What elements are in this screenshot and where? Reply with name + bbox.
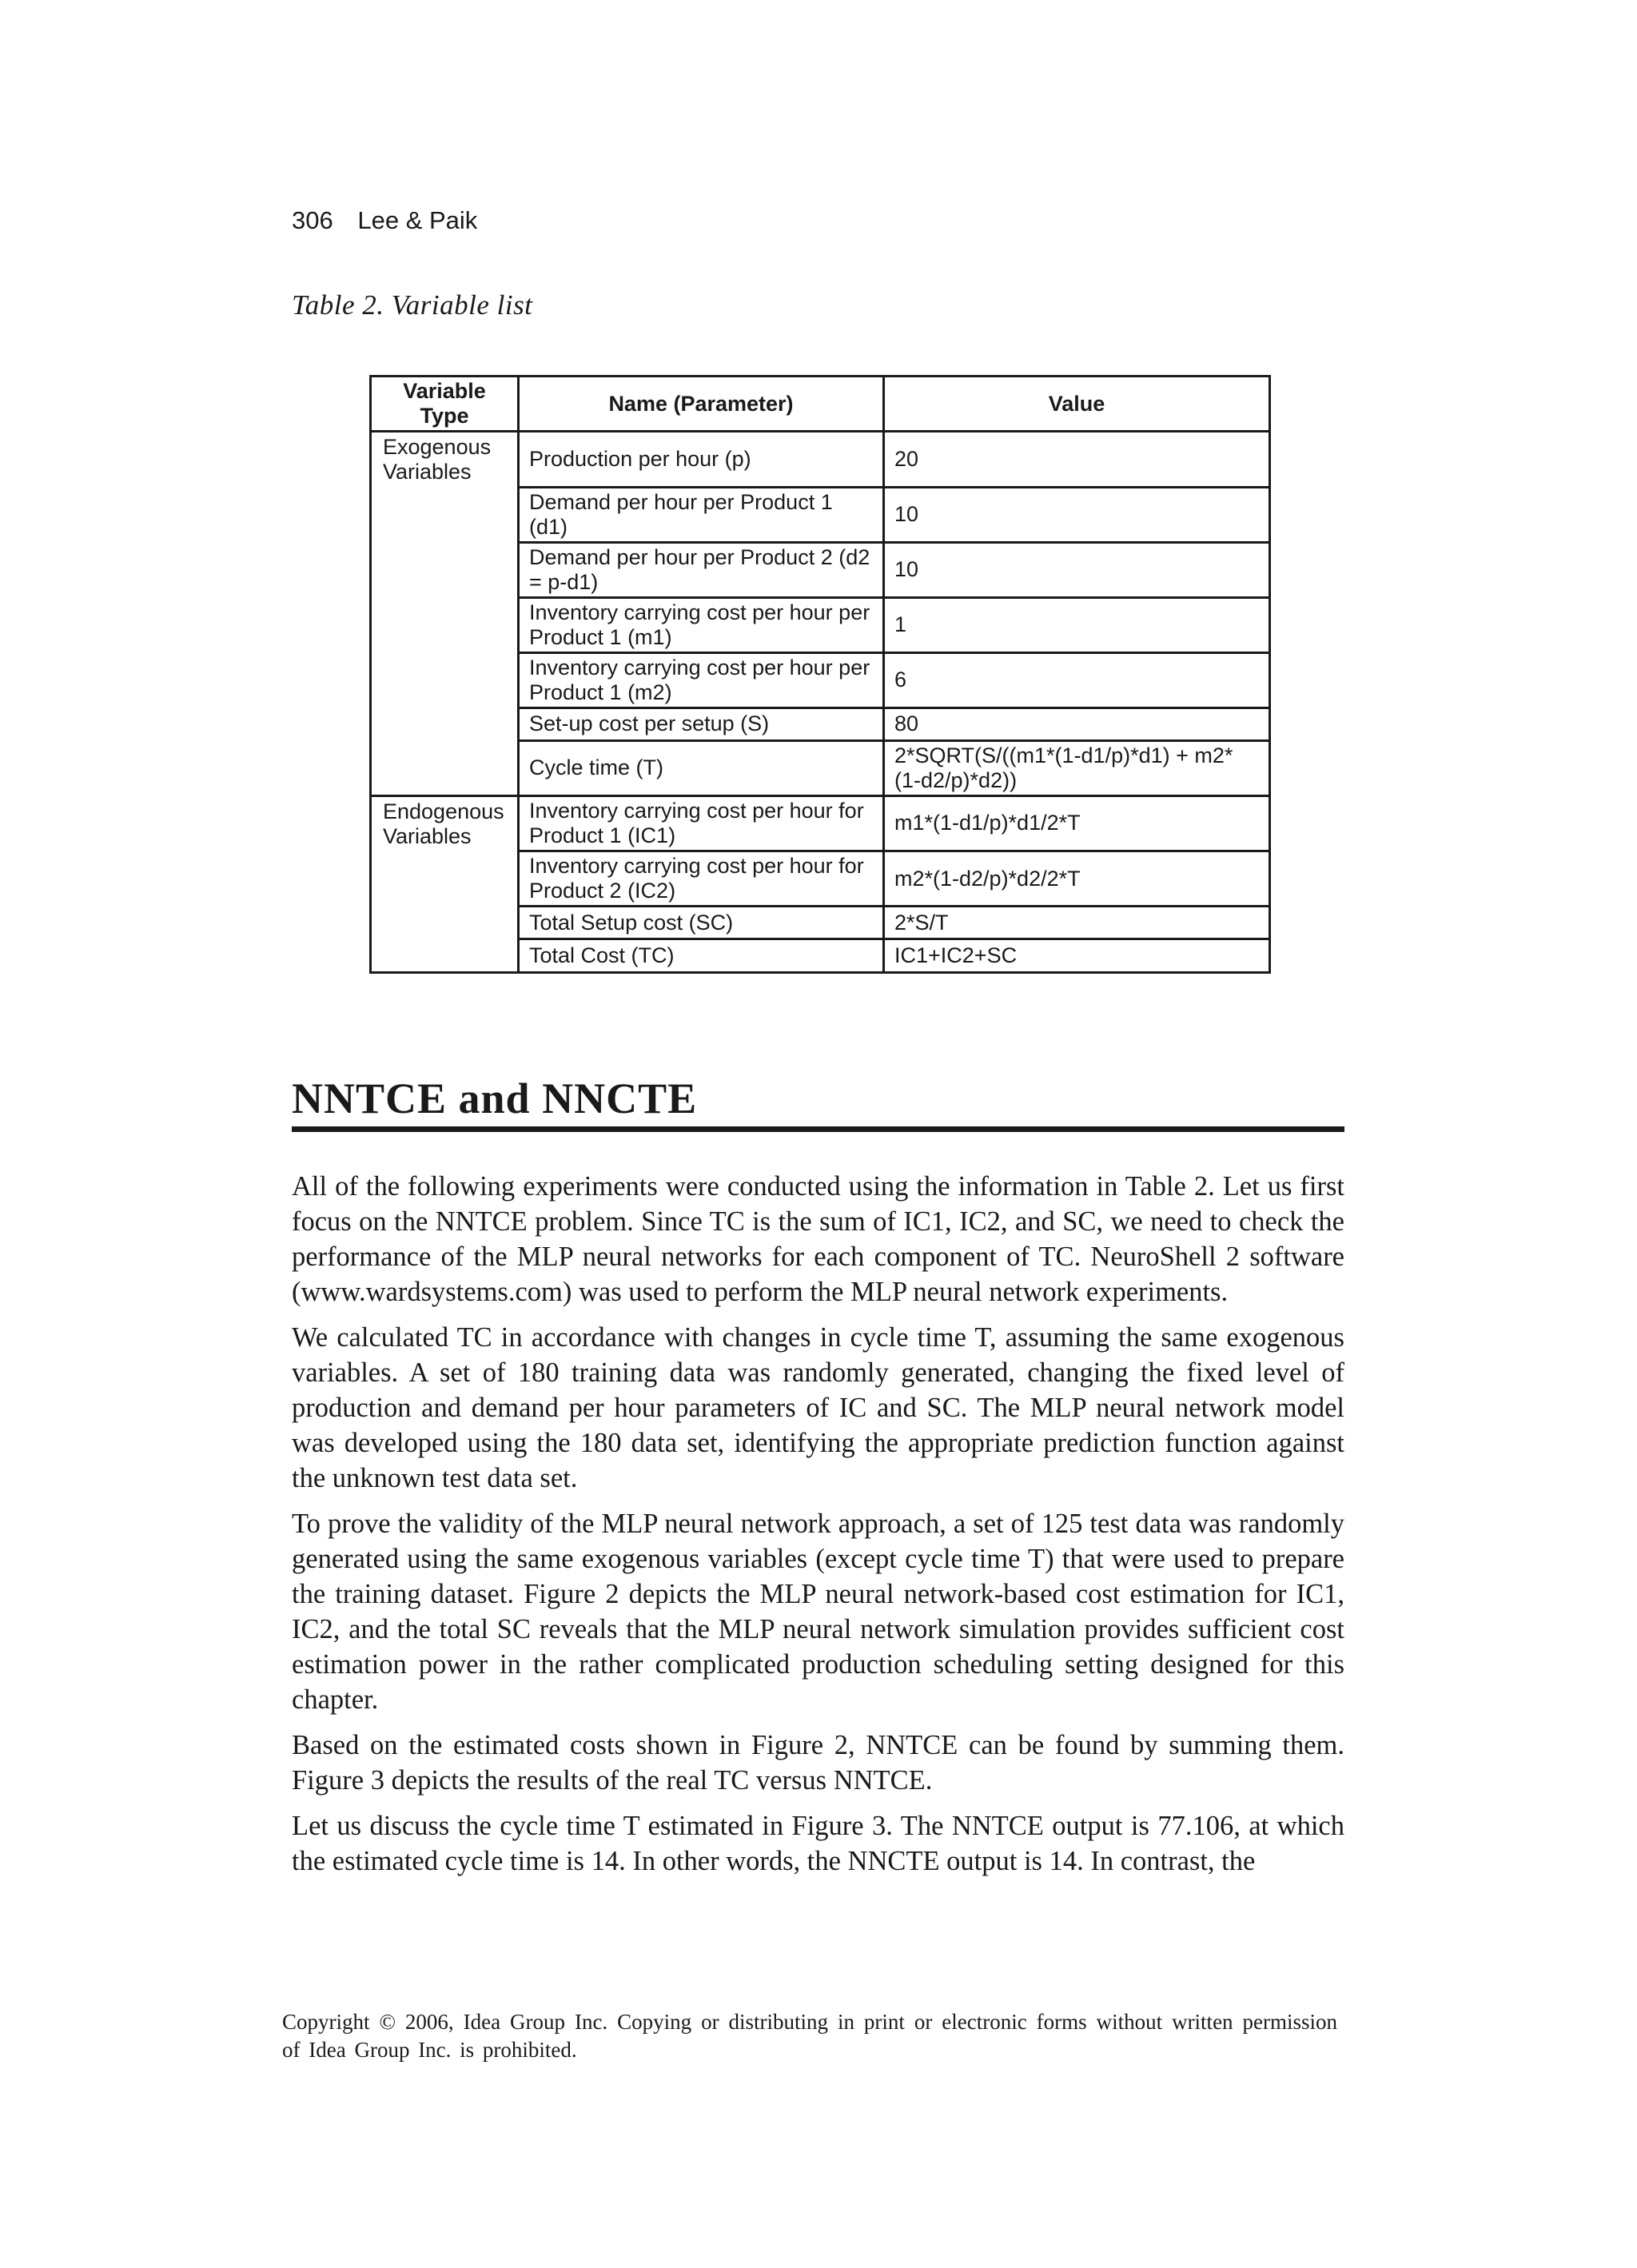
- table-row: [371, 597, 1270, 652]
- page-number: 306: [292, 206, 333, 234]
- cell-name: Demand per hour per Product 1 (d1): [519, 487, 884, 542]
- cell-name: Demand per hour per Product 2 (d2 = p-d1): [519, 542, 884, 597]
- cell-value: 20: [884, 432, 1270, 488]
- cell-value: 6: [884, 652, 1270, 708]
- table-caption: Table 2. Variable list: [292, 289, 533, 321]
- cell-name: Total Cost (TC): [519, 939, 884, 973]
- cell-name: Production per hour (p): [519, 432, 884, 488]
- exogenous-label: Exogenous Variables: [371, 432, 519, 488]
- paragraph: Let us discuss the cycle time T estimated in Figure 3. The NNTCE output is 77.106, at which the estimated cycle time is 14. In other words, the NNCTE output is 14. In contrast, the: [292, 1811, 1344, 1876]
- running-header: [292, 206, 477, 235]
- cell-value: m1*(1-d1/p)*d1/2*T: [884, 795, 1270, 851]
- running-authors: Lee & Paik: [357, 206, 478, 234]
- table-row: [371, 432, 1270, 488]
- copyright-notice: Copyright © 2006, Idea Group Inc. Copying or distributing in print or electronic forms without written permission of Idea Group Inc. is prohibited.: [282, 2010, 1337, 2062]
- paragraph: Based on the estimated costs shown in Figure 2, NNTCE can be found by summing them. Figure 3 depicts the results of the real TC versus NNTCE.: [292, 1730, 1344, 1796]
- table-row: [371, 652, 1270, 708]
- header-name: Name (Parameter): [519, 377, 884, 432]
- cell-value: m2*(1-d2/p)*d2/2*T: [884, 851, 1270, 907]
- cell-name: Inventory carrying cost per hour for Product 1 (IC1): [519, 795, 884, 851]
- table-row: [371, 487, 1270, 542]
- header-variable-type: Variable Type: [371, 377, 519, 432]
- paragraph: To prove the validity of the MLP neural network approach, a set of 125 test data was randomly generated using the same exogenous variables (except cycle time T) that were used to prepare the training dataset. Figure 2 depicts the MLP neural network-based cost estimation for IC1, IC2, and the total SC reveals that the MLP neural network simulation provides sufficient cost estimation power in the rather complicated production scheduling setting designed for this chapter.: [292, 1509, 1344, 1715]
- table-row: [371, 939, 1270, 973]
- cell-name: Total Setup cost (SC): [519, 907, 884, 939]
- cell-name: Inventory carrying cost per hour per Product 1 (m1): [519, 597, 884, 652]
- cell-name: Inventory carrying cost per hour per Product 1 (m2): [519, 652, 884, 708]
- header-value: Value: [884, 377, 1270, 432]
- cell-name: Inventory carrying cost per hour for Product 2 (IC2): [519, 851, 884, 907]
- cell-value: 1: [884, 597, 1270, 652]
- table-row: [371, 795, 1270, 851]
- cell-value: 2*SQRT(S/((m1*(1-d1/p)*d1) + m2*(1-d2/p)*d2)): [884, 740, 1270, 795]
- variable-table: [369, 375, 1271, 974]
- cell-name: Cycle time (T): [519, 740, 884, 795]
- cell-value: 10: [884, 542, 1270, 597]
- endogenous-label: Endogenous Variables: [371, 795, 519, 851]
- cell-value: 80: [884, 708, 1270, 740]
- table-row: [371, 907, 1270, 939]
- paragraph: All of the following experiments were conducted using the information in Table 2. Let us first focus on the NNTCE problem. Since TC is the sum of IC1, IC2, and SC, we need to check the performance of the MLP neural networks for each component of TC. NeuroShell 2 software (www.wardsystems.com) was used to perform the MLP neural network experiments.: [292, 1171, 1344, 1307]
- cell-value: IC1+IC2+SC: [884, 939, 1270, 973]
- paragraph: We calculated TC in accordance with changes in cycle time T, assuming the same exogenous variables. A set of 180 training data was randomly generated, changing the fixed level of production and demand per hour parameters of IC and SC. The MLP neural network model was developed using the 180 data set, identifying the appropriate prediction function against the unknown test data set.: [292, 1322, 1344, 1493]
- body-text: [292, 1169, 1344, 1889]
- cell-value: 10: [884, 487, 1270, 542]
- section-heading: NNTCE and NNCTE: [292, 1074, 1344, 1132]
- table-row: [371, 851, 1270, 907]
- table-row: [371, 740, 1270, 795]
- cell-value: 2*S/T: [884, 907, 1270, 939]
- table-row: [371, 542, 1270, 597]
- cell-name: Set-up cost per setup (S): [519, 708, 884, 740]
- table-row: [371, 708, 1270, 740]
- table-header-row: [371, 377, 1270, 432]
